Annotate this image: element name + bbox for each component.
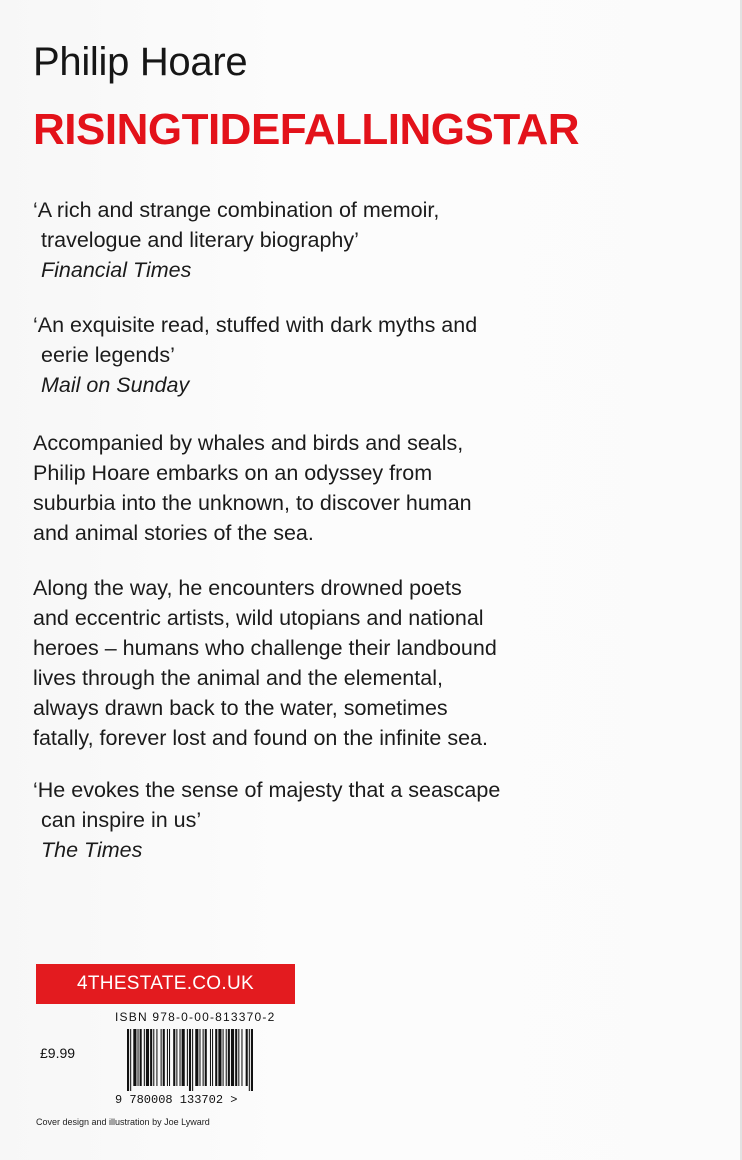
blurb-line: heroes – humans who challenge their landbound [33,636,497,660]
quote-line: ‘An exquisite read, stuffed with dark myths and [33,313,478,337]
barcode-bar [231,1029,234,1086]
quote-line: ‘A rich and strange combination of memoir, [33,198,440,222]
barcode-bar [133,1029,136,1086]
quote-source: Financial Times [41,258,192,282]
quote-line: ‘He evokes the sense of majesty that a seascape [33,778,501,802]
quote-source: Mail on Sunday [41,373,190,397]
barcode-bar [210,1029,211,1086]
barcode-bar [127,1029,129,1091]
barcode-bar [195,1029,198,1086]
author-name: Philip Hoare [33,40,248,84]
barcode-bar [215,1029,217,1086]
blurb-line: and eccentric artists, wild utopians and national [33,606,484,630]
barcode-bar [212,1029,213,1086]
barcode-bar [161,1029,162,1086]
blurb-line: lives through the animal and the elemental, [33,666,443,690]
publisher-website-banner: 4THESTATE.CO.UK [36,964,295,1004]
blurb-line: and animal stories of the sea. [33,521,314,545]
barcode-bar [140,1029,142,1086]
quote-line: can inspire in us’ [41,808,202,832]
barcode-bar [180,1029,181,1086]
quote-source: The Times [41,838,143,862]
blurb-paragraph-2 [33,573,723,753]
barcode-bar [167,1029,168,1086]
barcode-bar [251,1029,253,1091]
barcode-bar [235,1029,237,1086]
barcode-bar [169,1029,170,1086]
review-quote-1 [33,195,723,285]
barcode-bar [192,1029,193,1091]
barcode-bar [163,1029,165,1086]
blurb-line: suburbia into the unknown, to discover human [33,491,472,515]
barcode-bar [146,1029,149,1086]
barcode-bar [226,1029,227,1086]
price-label: £9.99 [40,1045,76,1061]
blurb-line: Philip Hoare embarks on an odyssey from [33,461,433,485]
blurb-line: always drawn back to the water, sometimes [33,696,448,720]
barcode-bar [223,1029,224,1086]
barcode-bar [138,1029,139,1086]
barcode-bar [176,1029,177,1086]
cover-credit: Cover design and illustration by Joe Lyward [36,1117,210,1127]
barcode-bar [218,1029,221,1086]
blurb-line: Accompanied by whales and birds and seals, [33,431,464,455]
review-quote-3 [33,775,723,865]
isbn-label: ISBN 978-0-00-813370-2 [115,1010,276,1024]
barcode-digits: 9 780008 133702 > [115,1093,238,1107]
barcode-bar [150,1029,152,1086]
barcode-bar [130,1029,131,1091]
barcode-bar [182,1029,185,1086]
barcode [113,1027,293,1107]
barcode-bar [238,1029,239,1086]
book-title: RISINGTIDEFALLINGSTAR [33,105,580,154]
barcode-bar [189,1029,191,1091]
barcode-bar [246,1029,248,1086]
review-quote-2 [33,310,723,400]
barcode-bar [249,1029,250,1091]
barcode-bar [187,1029,188,1086]
barcode-bar [153,1029,154,1086]
barcode-bar [205,1029,207,1086]
barcode-bar [144,1029,145,1086]
barcode-bar [199,1029,200,1086]
quote-line: eerie legends’ [41,343,175,367]
blurb-line: Along the way, he encounters drowned poets [33,576,462,600]
quote-line: travelogue and literary biography’ [41,228,359,252]
blurb-line: fatally, forever lost and found on the infinite sea. [33,726,488,750]
blurb-paragraph-1 [33,428,723,548]
barcode-bar [173,1029,175,1086]
barcode-bar [203,1029,204,1086]
barcode-bar [241,1029,242,1086]
barcode-bar [156,1029,157,1086]
barcode-bar [228,1029,230,1086]
